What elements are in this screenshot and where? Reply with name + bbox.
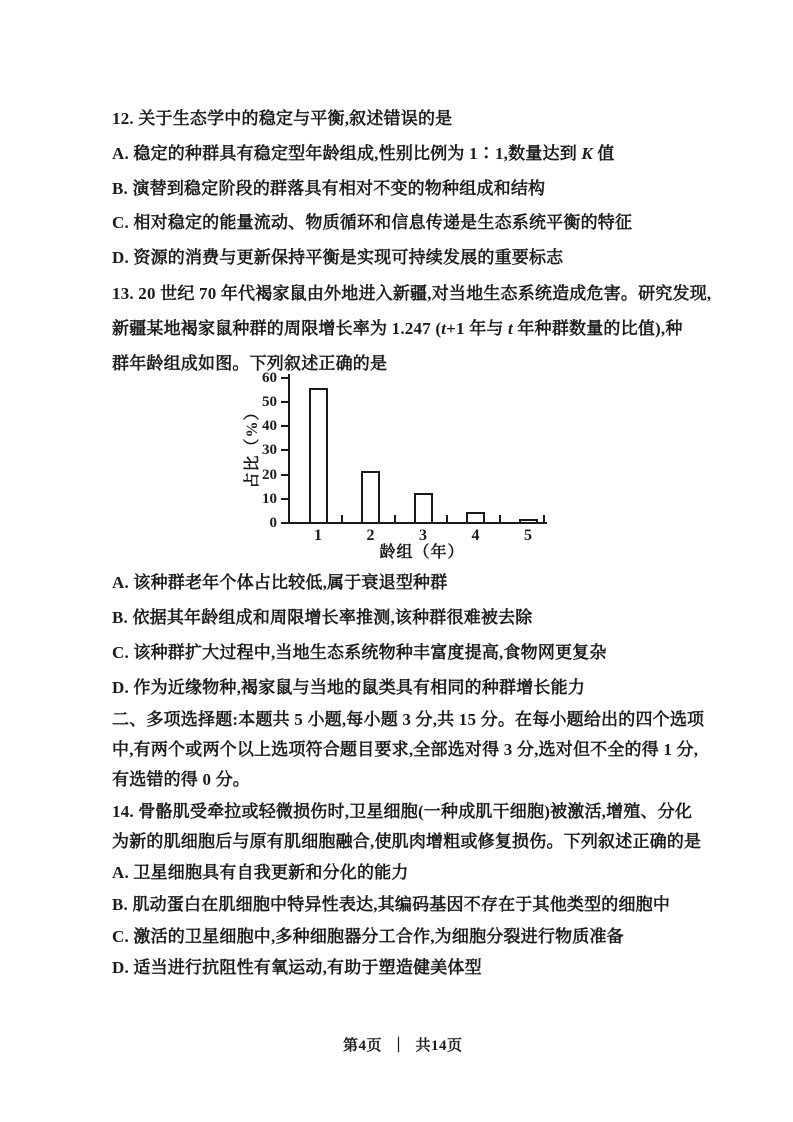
q13-stem-line1: 13. 20 世纪 70 年代褐家鼠由外地进入新疆,对当地生态系统造成危害。研究发现, — [112, 284, 712, 303]
variable-k: K — [581, 144, 593, 163]
q12-option-a-tail: 值 — [592, 144, 615, 163]
chart-y-tick-label: 50 — [262, 394, 277, 410]
chart-y-tick-label: 60 — [262, 369, 277, 386]
chart-bar — [414, 493, 433, 524]
chart-y-tick-label: 0 — [269, 515, 277, 531]
chart-y-tick — [281, 401, 288, 403]
q13-stem-line3: 群年龄组成如图。下列叙述正确的是 — [112, 354, 388, 373]
chart-y-tick — [281, 522, 288, 524]
q13-option-c: C. 该种群扩大过程中,当地生态系统物种丰富度提高,食物网更复杂 — [112, 643, 607, 662]
footer-page-total: 共14页 — [415, 1038, 463, 1054]
q13-stem-line2 — [112, 318, 683, 340]
chart-x-tick-label: 4 — [471, 527, 480, 544]
section2-instructions-line3: 有选错的得 0 分。 — [112, 770, 250, 789]
page-footer — [343, 1034, 463, 1055]
chart-x-tick — [341, 515, 343, 524]
chart-y-tick-label: 20 — [262, 466, 277, 483]
chart-bar — [466, 512, 485, 524]
q14-stem-line1: 14. 骨骼肌受牵拉或轻微损伤时,卫星细胞(一种成肌干细胞)被激活,增殖、分化 — [112, 802, 693, 821]
chart-x-tick-label: 5 — [524, 527, 532, 544]
q12-option-c: C. 相对稳定的能量流动、物质循环和信息传递是生态系统平衡的特征 — [112, 213, 633, 232]
chart-y-tick-label: 40 — [262, 418, 277, 435]
chart-x-tick-label: 1 — [314, 527, 322, 544]
chart-y-tick — [281, 498, 288, 500]
q14-stem-line2: 为新的肌细胞后与原有肌细胞融合,使肌肉增粗或修复损伤。下列叙述正确的是 — [112, 832, 702, 851]
q12-option-b: B. 演替到稳定阶段的群落具有相对不变的物种组成和结构 — [112, 179, 546, 198]
chart-x-tick — [543, 515, 545, 524]
q12-option-d: D. 资源的消费与更新保持平衡是实现可持续发展的重要标志 — [112, 248, 564, 267]
chart-bar — [361, 471, 380, 524]
chart-y-tick — [281, 425, 288, 427]
variable-t: t — [508, 319, 513, 338]
q13-stem-line2-part1: 新疆某地褐家鼠种群的周限增长率为 1.247 ( — [112, 319, 442, 338]
chart-y-tick-label: 30 — [262, 442, 277, 459]
chart-bar — [519, 519, 538, 524]
q12-option-a-text: A. 稳定的种群具有稳定型年龄组成,性别比例为 1∶1,数量达到 — [112, 144, 582, 163]
chart-y-tick — [281, 474, 288, 476]
footer-page-number: 第4页 — [343, 1038, 383, 1054]
footer-separator: ｜ — [391, 1038, 407, 1054]
q14-option-b: B. 肌动蛋白在肌细胞中特异性表达,其编码基因不存在于其他类型的细胞中 — [112, 895, 671, 914]
q13-stem-line2-part3: 年种群数量的比值),种 — [512, 319, 683, 338]
q13-option-a: A. 该种群老年个体占比较低,属于衰退型种群 — [112, 573, 448, 592]
q12-option-a — [112, 143, 615, 165]
q14-option-d: D. 适当进行抗阻性有氧运动,有助于塑造健美体型 — [112, 958, 482, 977]
chart-x-tick-label: 3 — [419, 527, 427, 544]
chart-x-tick-label: 2 — [366, 527, 375, 544]
chart-bar — [309, 388, 328, 524]
chart-x-axis-label: 龄组（年） — [379, 544, 465, 561]
variable-t: t — [441, 319, 447, 338]
chart-y-axis — [288, 374, 290, 524]
chart-y-tick — [281, 449, 288, 451]
chart-y-axis-label: 占比（%） — [244, 403, 261, 489]
chart-y-tick — [281, 377, 288, 379]
chart-y-tick-label: 10 — [262, 490, 277, 507]
chart-x-tick — [446, 515, 448, 524]
q14-option-a: A. 卫星细胞具有自我更新和分化的能力 — [112, 863, 409, 882]
chart-x-tick — [394, 515, 396, 524]
q13-option-d: D. 作为近缘物种,褐家鼠与当地的鼠类具有相同的种群增长能力 — [112, 678, 586, 697]
q12-title: 12. 关于生态学中的稳定与平衡,叙述错误的是 — [112, 109, 453, 128]
age-structure-bar-chart — [230, 370, 575, 570]
q13-stem-line2-part2: +1 年与 — [446, 319, 509, 338]
section2-instructions-line1: 二、多项选择题:本题共 5 小题,每小题 3 分,共 15 分。在每小题给出的四个选项 — [112, 710, 705, 729]
chart-x-tick — [499, 515, 501, 524]
section2-instructions-line2: 中,有两个或两个以上选项符合题目要求,全部选对得 3 分,选对但不全的得 1 分, — [112, 740, 699, 759]
q13-option-b: B. 依据其年龄组成和周限增长率推测,该种群很难被去除 — [112, 608, 533, 627]
q14-option-c: C. 激活的卫星细胞中,多种细胞器分工合作,为细胞分裂进行物质准备 — [112, 927, 624, 946]
